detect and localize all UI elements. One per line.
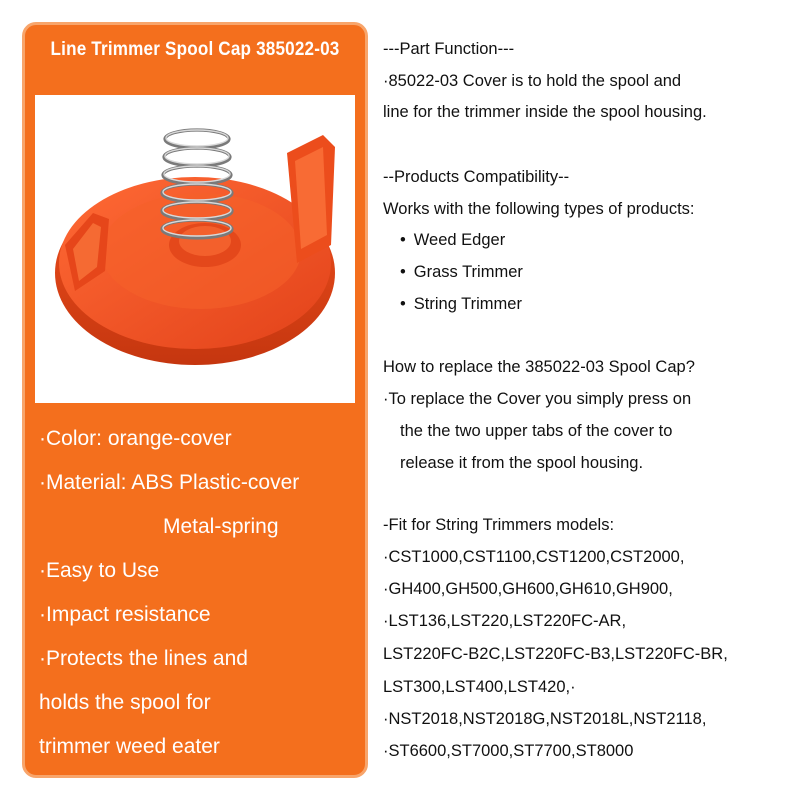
- feature-color: ·Color: orange-cover: [39, 427, 232, 450]
- replace-line-2: the the two upper tabs of the cover to: [400, 422, 673, 440]
- feature-material: ·Material: ABS Plastic-cover: [39, 471, 300, 494]
- function-line-1: ·85022-03 Cover is to hold the spool and: [383, 72, 682, 90]
- models-line: LST220FC-B2C,LST220FC-B3,LST220FC-BR,: [383, 645, 728, 663]
- feature-protects-2: holds the spool for: [39, 691, 211, 714]
- feature-impact: ·Impact resistance: [39, 603, 211, 626]
- spool-cap-illustration: [35, 95, 355, 403]
- models-line: ·GH400,GH500,GH600,GH610,GH900,: [383, 580, 673, 598]
- card-title: Line Trimmer Spool Cap 385022-03: [50, 39, 340, 60]
- replace-line-3: release it from the spool housing.: [400, 454, 644, 472]
- feature-protects-3: trimmer weed eater: [39, 735, 220, 758]
- models-line: ·NST2018,NST2018G,NST2018L,NST2118,: [383, 710, 707, 728]
- feature-easy: ·Easy to Use: [39, 559, 160, 582]
- compatibility-item: • Grass Trimmer: [400, 263, 523, 282]
- models-heading: -Fit for String Trimmers models:: [383, 516, 615, 534]
- compatibility-intro: Works with the following types of products:: [383, 200, 695, 218]
- feature-material-spring: Metal-spring: [163, 515, 279, 538]
- compatibility-item: • String Trimmer: [400, 295, 522, 314]
- feature-protects-1: ·Protects the lines and: [39, 647, 248, 670]
- product-card: [22, 22, 368, 778]
- product-photo: [35, 95, 355, 403]
- replace-line-1: ·To replace the Cover you simply press on: [383, 390, 692, 408]
- models-line: LST300,LST400,LST420,·: [383, 678, 576, 696]
- compatibility-heading: --Products Compatibility--: [383, 168, 570, 186]
- function-line-2: line for the trimmer inside the spool housing.: [383, 103, 707, 121]
- models-line: ·LST136,LST220,LST220FC-AR,: [383, 612, 627, 630]
- function-heading: ---Part Function---: [383, 40, 515, 58]
- models-line: ·ST6600,ST7000,ST7700,ST8000: [383, 742, 634, 760]
- models-line: ·CST1000,CST1100,CST1200,CST2000,: [383, 548, 685, 566]
- replace-heading: How to replace the 385022-03 Spool Cap?: [383, 358, 695, 376]
- compatibility-item: • Weed Edger: [400, 231, 505, 250]
